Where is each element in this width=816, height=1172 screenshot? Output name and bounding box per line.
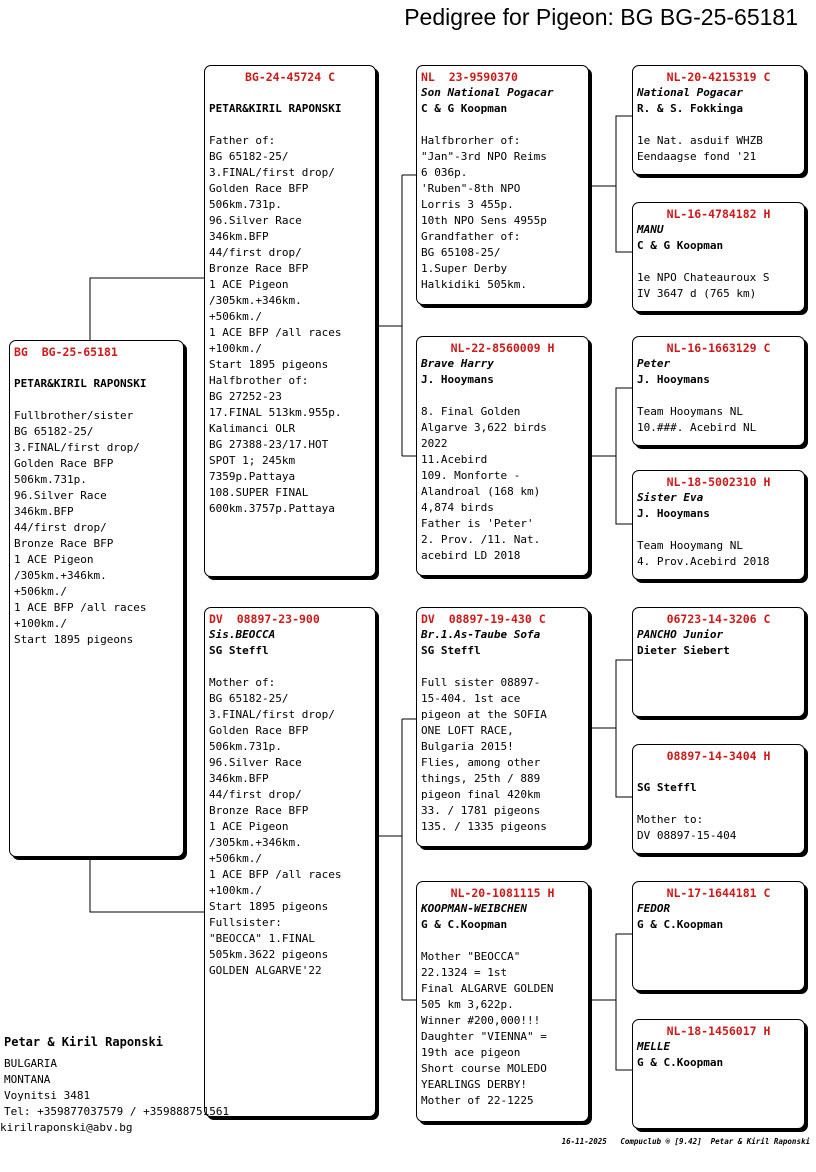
ring-number: DV 08897-19-430 C [421,612,546,626]
breeder-name: G & C.Koopman [421,918,508,931]
ring-number: NL-18-1456017 H [666,1024,771,1038]
pigeon-name: FEDOR [637,902,671,915]
pigeon-notes: Father of: BG 65182-25/ 3.FINAL/first drop/ Golden Race BFP 506km.731p. 96.Silver Race 346km.BFP 44/first drop/ Bronze Race BFP 1 ACE Pigeon /305km.+346km. +506km./ 1 ACE BFP /all races +100km./ Start 1895 pigeons Halfbrother of: BG 27252-23 17.FINAL 513km.955p. Kalimanci OLR BG 27388-23/17.HOT SPOT 1; 245km 7359p.Pattaya 108.SUPER FINAL 600km.3757p.Pattaya [209,134,342,515]
pigeon-name: Peter [637,357,671,370]
pigeon-notes: Mother "BEOCCA" 22.1324 = 1st Final ALGARVE GOLDEN 505 km 3,622p. Winner #200,000!!! Daughter "VIENNA" = 19th ace pigeon Short course MOLEDO YEARLINGS DERBY! Mother of 22-1225 [421,950,554,1107]
breeder-name: G & C.Koopman [637,1056,724,1069]
pigeon-notes: Mother of: BG 65182-25/ 3.FINAL/first drop/ Golden Race BFP 506km.731p. 96.Silver Race 346km.BFP 44/first drop/ Bronze Race BFP 1 ACE Pigeon /305km.+346km. +506km./ 1 ACE BFP /all races +100km./ Start 1895 pigeons Fullsister: "BEOCCA" 1.FINAL 505km.3622 pigeons GOLDEN ALGARVE'22 [209,676,342,977]
pigeon-name: KOOPMAN-WEIBCHEN [421,902,527,915]
ring-number: DV 08897-23-900 [209,612,320,626]
pigeon-name: Brave Harry [421,357,494,370]
pigeon-card-father-mother[interactable] [416,336,589,576]
pigeon-name: Sister Eva [637,491,704,504]
pigeon-card-mother-mother[interactable] [416,881,589,1122]
ring-number: NL-16-1663129 C [666,341,771,355]
breeder-name: Dieter Siebert [637,644,730,657]
breeder-name: G & C.Koopman [637,918,724,931]
pigeon-card-fm-mother[interactable] [632,470,805,580]
connector-fm [589,388,632,456]
pigeon-card-mm-mother[interactable] [632,1019,805,1129]
breeder-name: J. Hooymans [637,373,710,386]
connector-mf [589,660,632,728]
pigeon-name: National Pogacar [637,86,743,99]
owner-country: BULGARIA [4,1057,57,1070]
owner-street: Voynitsi 3481 [4,1089,91,1102]
pigeon-name: MELLE [637,1040,671,1053]
pigeon-card-mm-father[interactable] [632,881,805,991]
pigeon-notes: 8. Final Golden Algarve 3,622 birds 2022 11.Acebird 109. Monforte - Alandroal (168 km) 4,874 birds Father is 'Peter' 2. Prov. /11. Nat. acebird LD 2018 [421,405,547,562]
pigeon-notes: 1e NPO Chateauroux S IV 3647 d (765 km) [637,271,770,300]
pigeon-card-mf-mother[interactable] [632,744,805,854]
pigeon-name: Br.1.As-Taube Sofa [421,628,541,641]
ring-number: NL 23-9590370 [421,70,518,84]
ring-number: NL-20-4215319 C [666,70,771,84]
ring-number: BG BG-25-65181 [14,345,118,359]
ring-number: NL-17-1644181 C [666,886,771,900]
pigeon-name: Son National Pogacar [421,86,554,99]
ring-number: NL-22-8560009 H [450,341,555,355]
owner-phone: Tel: +359877037579 / +359888751561 [4,1105,230,1118]
pigeon-notes: Team Hooymans NL 10.###. Acebird NL [637,405,757,434]
pigeon-name: Sis.BEOCCA [209,628,276,641]
connector-ff [589,116,632,186]
pigeon-name: PANCHO Junior [637,628,724,641]
ring-number: BG-24-45724 C [244,70,335,84]
pigeon-card-fm-father[interactable] [632,336,805,446]
connector-mm [589,934,632,1000]
ring-number: NL-20-1081115 H [450,886,555,900]
breeder-name: C & G Koopman [637,239,724,252]
breeder-name: SG Steffl [209,644,269,657]
pigeon-card-father-father[interactable] [416,65,589,305]
pigeon-name: MANU [637,223,664,236]
ring-number: 08897-14-3404 H [666,749,771,763]
pigeon-card-father[interactable] [204,65,376,577]
ring-number: NL-18-5002310 H [666,475,771,489]
owner-info [0,1034,230,1136]
pigeon-card-subject[interactable] [9,340,184,857]
breeder-name: C & G Koopman [421,102,508,115]
breeder-name: R. & S. Fokkinga [637,102,743,115]
owner-email: kirilraponski@abv.bg [0,1121,133,1134]
pigeon-notes: Full sister 08897- 15-404. 1st ace pigeon at the SOFIA ONE LOFT RACE, Bulgaria 2015! Flies, among other things, 25th / 889 pigeon final 420km 33. / 1781 pigeons 135. / 1335 pigeons [421,676,547,833]
pigeon-card-mother-father[interactable] [416,607,589,847]
pigeon-card-ff-father[interactable] [632,65,805,175]
breeder-name: PETAR&KIRIL RAPONSKI [209,102,342,115]
ring-number: NL-16-4784182 H [666,207,771,221]
footer-credits: 16-11-2025 Compuclub ® [9.42] Petar & Kiril Raponski [561,1137,810,1146]
connector-subject-mother [90,857,204,912]
pigeon-notes: Mother to: DV 08897-15-404 [637,813,737,842]
breeder-name: J. Hooymans [421,373,494,386]
owner-city: MONTANA [4,1073,51,1086]
pigeon-card-mother[interactable] [204,607,376,1117]
pigeon-notes: Halfbrorher of: "Jan"-3rd NPO Reims 6 036p. 'Ruben"-8th NPO Lorris 3 455p. 10th NPO Sens 4955p Grandfather of: BG 65108-25/ 1.Super Derby Halkidiki 505km. [421,134,547,291]
owner-name: Petar & Kiril Raponski [4,1035,163,1049]
breeder-name: J. Hooymans [637,507,710,520]
breeder-name: SG Steffl [421,644,481,657]
connector-subject-father [90,278,204,340]
ring-number: 06723-14-3206 C [666,612,771,626]
pigeon-notes: Fullbrother/sister BG 65182-25/ 3.FINAL/first drop/ Golden Race BFP 506km.731p. 96.Silver Race 346km.BFP 44/first drop/ Bronze Race BFP 1 ACE Pigeon /305km.+346km. +506km./ 1 ACE BFP /all races +100km./ Start 1895 pigeons [14,409,147,646]
breeder-name: SG Steffl [637,781,697,794]
pigeon-card-ff-mother[interactable] [632,202,805,312]
pigeon-notes: Team Hooymang NL 4. Prov.Acebird 2018 [637,539,770,568]
page-title: Pedigree for Pigeon: BG BG-25-65181 [404,4,798,30]
pigeon-card-mf-father[interactable] [632,607,805,717]
breeder-name: PETAR&KIRIL RAPONSKI [14,377,147,390]
pigeon-notes: 1e Nat. asduif WHZB Eendaagse fond '21 [637,134,763,163]
